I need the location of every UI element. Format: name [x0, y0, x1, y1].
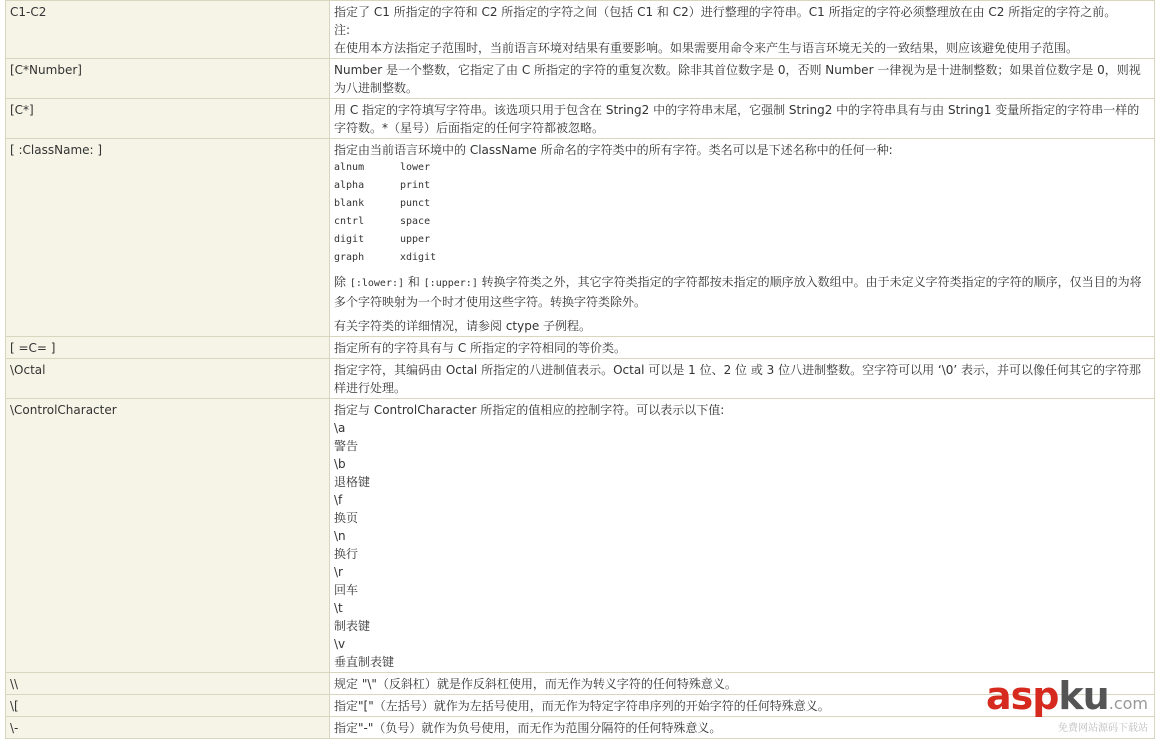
description-line: 指定了 C1 所指定的字符和 C2 所指定的字符之间（包括 C1 和 C2）进行整理的字符串。C1 所指定的字符必须整理放在由 C2 所指定的字符之前。	[334, 5, 1117, 19]
control-char: \b	[334, 457, 346, 471]
class-name: graph	[334, 252, 365, 263]
description-line: 规定 "\"（反斜杠）就是作反斜杠使用，而无作为转义字符的任何特殊意义。	[334, 677, 737, 691]
control-char: \v	[334, 637, 346, 651]
table-row	[6, 717, 1155, 739]
note-text: 和	[404, 275, 424, 289]
term-cell: [C*Number]	[6, 59, 330, 99]
description-line: 指定由当前语言环境中的 ClassName 所命名的字符类中的所有字符。类名可以是下述名称中的任何一种:	[334, 143, 893, 157]
description-line: 指定与 ControlCharacter 所指定的值相应的控制字符。可以表示以下值:	[334, 403, 725, 417]
term-cell: C1-C2	[6, 1, 330, 59]
description-cell	[330, 1, 1155, 59]
note-text: 转换字符类之外，其它字符类指定的字符都按未指定的顺序放入数组中。由于未定义字符类指定的字符的顺序，仅当目的为将多个字符映射为一个时才使用这些字符。转换字符类除外。	[334, 275, 1142, 309]
class-name: xdigit	[400, 252, 437, 263]
description-line: Number 是一个整数，它指定了由 C 所指定的字符的重复次数。除非其首位数字是 0，否则 Number 一律视为是十进制整数；如果首位数字是 0，则视为八进制整数。	[334, 63, 1141, 95]
table-row	[6, 359, 1155, 399]
description-line: 指定"-"（负号）就作为负号使用，而无作为范围分隔符的任何特殊意义。	[334, 721, 722, 735]
table-row	[6, 139, 1155, 337]
watermark-com: .com	[1108, 694, 1148, 713]
class-name: lower	[400, 162, 431, 173]
table-row	[6, 399, 1155, 673]
class-name: blank	[334, 198, 365, 209]
table-row	[6, 1, 1155, 59]
class-name-row	[334, 231, 1151, 249]
description-line: 指定"["（左括号）就作为左括号使用，而无作为特定字符串序列的开始字符的任何特殊意义。	[334, 699, 830, 713]
class-name: cntrl	[334, 216, 365, 227]
table-row	[6, 59, 1155, 99]
site-watermark-logo	[985, 674, 1148, 735]
class-name-row	[334, 213, 1151, 231]
note-code: [:lower:]	[349, 278, 405, 289]
class-name: digit	[334, 234, 365, 245]
watermark-ku: ku	[1058, 674, 1109, 718]
see-also: 有关字符类的详细情况，请参阅 ctype 子例程。	[334, 319, 592, 333]
term-cell: \[	[6, 695, 330, 717]
control-char-meaning: 换页	[334, 511, 359, 525]
term-cell: \ControlCharacter	[6, 399, 330, 673]
table-row	[6, 99, 1155, 139]
reference-table	[5, 0, 1155, 739]
control-char-meaning: 警告	[334, 439, 359, 453]
class-name-row	[334, 159, 1151, 177]
term-cell: \Octal	[6, 359, 330, 399]
control-char-meaning: 换行	[334, 547, 359, 561]
description-cell	[330, 359, 1155, 399]
description-cell	[330, 59, 1155, 99]
class-note	[334, 273, 1151, 311]
control-char-meaning: 退格键	[334, 475, 371, 489]
description-cell	[330, 99, 1155, 139]
control-char: \f	[334, 493, 343, 507]
class-name: punct	[400, 198, 431, 209]
note-text: 除	[334, 275, 350, 289]
description-line: 指定所有的字符具有与 C 所指定的字符相同的等价类。	[334, 341, 627, 355]
watermark-asp: asp	[985, 674, 1059, 718]
description-line: 用 C 指定的字符填写字符串。该选项只用于包含在 String2 中的字符串末尾，它强制 String2 中的字符串具有与由 String1 变量所指定的字符串一样的字符数。*（星号）后面指定的任何字符都被忽略。	[334, 103, 1140, 135]
watermark-subtitle: 免费网站源码下载站	[1058, 723, 1148, 734]
control-char: \r	[334, 565, 343, 579]
term-cell: [C*]	[6, 99, 330, 139]
description-cell	[330, 139, 1155, 337]
table-row	[6, 673, 1155, 695]
class-name-row	[334, 195, 1151, 213]
description-line: 注:	[334, 23, 351, 37]
watermark-wordmark	[985, 674, 1148, 723]
control-char: \a	[334, 421, 346, 435]
term-cell: \\	[6, 673, 330, 695]
term-cell: [ =C= ]	[6, 337, 330, 359]
term-cell: [ :ClassName: ]	[6, 139, 330, 337]
class-name: print	[400, 180, 431, 191]
description-line: 指定字符，其编码由 Octal 所指定的八进制值表示。Octal 可以是 1 位、2 位 或 3 位八进制整数。空字符可以用 ‘\0’ 表示，并可以像任何其它的字符那样进行处理。	[334, 363, 1142, 395]
description-cell	[330, 399, 1155, 673]
class-name: alnum	[334, 162, 365, 173]
control-char-meaning: 垂直制表键	[334, 655, 395, 669]
control-char: \t	[334, 601, 343, 615]
control-char-meaning: 回车	[334, 583, 359, 597]
class-name: upper	[400, 234, 431, 245]
table-row	[6, 337, 1155, 359]
class-name: alpha	[334, 180, 365, 191]
class-name-row	[334, 177, 1151, 195]
description-line: 在使用本方法指定子范围时，当前语言环境对结果有重要影响。如果需要用命令来产生与语言环境无关的一致结果，则应该避免使用子范围。	[334, 41, 1079, 55]
table-row	[6, 695, 1155, 717]
class-name: space	[400, 216, 431, 227]
control-char-meaning: 制表键	[334, 619, 371, 633]
description-cell	[330, 337, 1155, 359]
term-cell: \-	[6, 717, 330, 739]
note-code: [:upper:]	[423, 278, 478, 289]
class-name-row	[334, 249, 1151, 267]
control-char: \n	[334, 529, 346, 543]
